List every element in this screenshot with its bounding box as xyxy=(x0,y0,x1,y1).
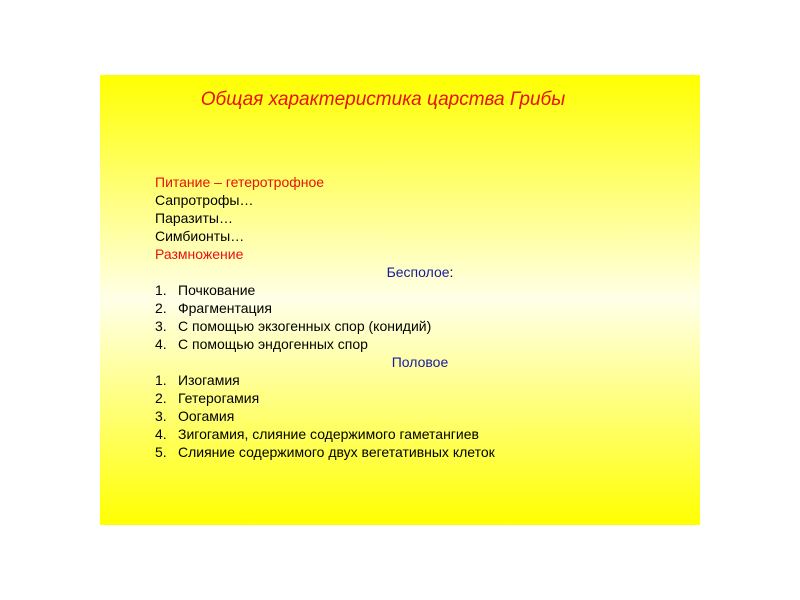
asexual-label: Бесполое xyxy=(386,264,450,280)
asexual-heading xyxy=(155,263,685,281)
list-number: 4. xyxy=(155,426,167,442)
nutrition-item: Сапротрофы… xyxy=(155,192,254,208)
list-text: Фрагментация xyxy=(178,300,272,316)
list-item xyxy=(155,281,685,299)
list-text: Почкование xyxy=(178,282,256,298)
list-item xyxy=(155,389,685,407)
list-number: 1. xyxy=(155,282,167,298)
list-number: 1. xyxy=(155,372,167,388)
list-number: 2. xyxy=(155,300,167,316)
list-text: Изогамия xyxy=(178,372,240,388)
nutrition-item: Паразиты… xyxy=(155,210,233,226)
list-text: Зигогамия, слияние содержимого гаметангиев xyxy=(178,426,479,442)
list-number: 5. xyxy=(155,444,167,460)
reproduction-heading: Размножение xyxy=(155,246,244,262)
list-text: С помощью эндогенных спор xyxy=(178,336,368,352)
list-item xyxy=(155,299,685,317)
list-text: Гетерогамия xyxy=(178,390,260,406)
slide xyxy=(100,75,700,525)
list-item xyxy=(155,317,685,335)
list-item xyxy=(155,335,685,353)
nutrition-item: Симбионты… xyxy=(155,228,245,244)
list-number: 2. xyxy=(155,390,167,406)
list-number: 3. xyxy=(155,408,167,424)
list-number: 3. xyxy=(155,318,167,334)
list-text: Оогамия xyxy=(178,408,235,424)
asexual-colon: : xyxy=(449,264,454,280)
list-number: 4. xyxy=(155,336,167,352)
sexual-heading: Половое xyxy=(391,354,449,370)
list-text: С помощью экзогенных спор (конидий) xyxy=(178,318,432,334)
list-item xyxy=(155,443,685,461)
list-item xyxy=(155,425,685,443)
list-item xyxy=(155,407,685,425)
list-item xyxy=(155,371,685,389)
list-text: Слияние содержимого двух вегетативных клеток xyxy=(178,444,495,460)
nutrition-heading: Питание – гетеротрофное xyxy=(155,174,325,190)
slide-title: Общая характеристика царства Грибы xyxy=(200,89,566,110)
slide-content xyxy=(155,173,685,461)
